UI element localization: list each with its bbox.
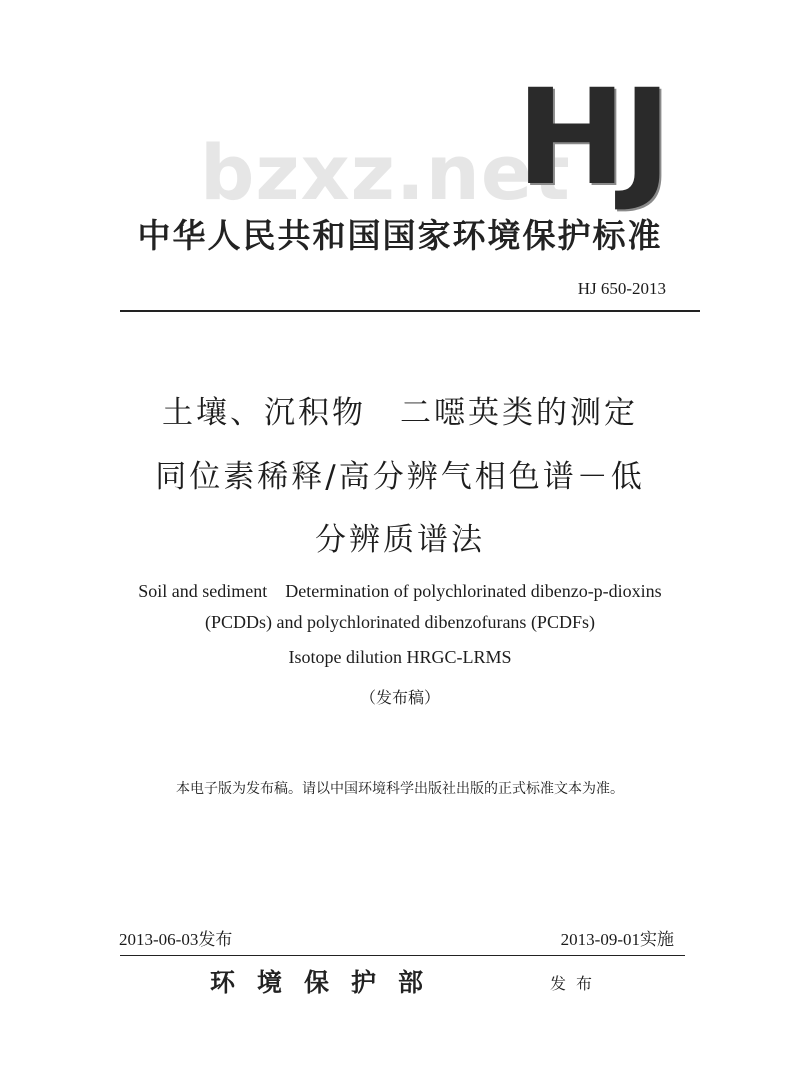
notice-text: 本电子版为发布稿。请以中国环境科学出版社出版的正式标准文本为准。	[176, 781, 624, 797]
title-cn-line-3: 分辨质谱法	[315, 522, 485, 558]
organization-title: 中华人民共和国国家环境保护标准	[137, 216, 663, 255]
title-en-line-2: (PCDDs) and polychlorinated dibenzofurans (PCDFs)	[205, 612, 595, 632]
draft-note: （发布稿）	[359, 688, 440, 707]
implementation-date: 2013-09-01实施	[560, 930, 674, 949]
header-divider	[120, 310, 700, 312]
footer-divider	[120, 955, 685, 956]
title-cn-line-1: 土壤、沉积物 二噁英类的测定	[162, 395, 638, 431]
issue-date: 2013-06-03发布	[119, 930, 233, 949]
hj-logo: HJ	[516, 61, 668, 215]
title-en-line-3: Isotope dilution HRGC-LRMS	[288, 647, 512, 667]
title-cn-line-2: 同位素稀释/高分辨气相色谱－低	[155, 459, 645, 495]
issuing-authority: 环境保护部	[210, 968, 446, 997]
issuer-suffix: 发布	[550, 974, 603, 993]
watermark: bzxz.net	[200, 128, 571, 217]
title-en-line-1: Soil and sediment Determination of polychlorinated dibenzo-p-dioxins	[138, 581, 662, 601]
standard-number: HJ 650-2013	[577, 279, 666, 298]
